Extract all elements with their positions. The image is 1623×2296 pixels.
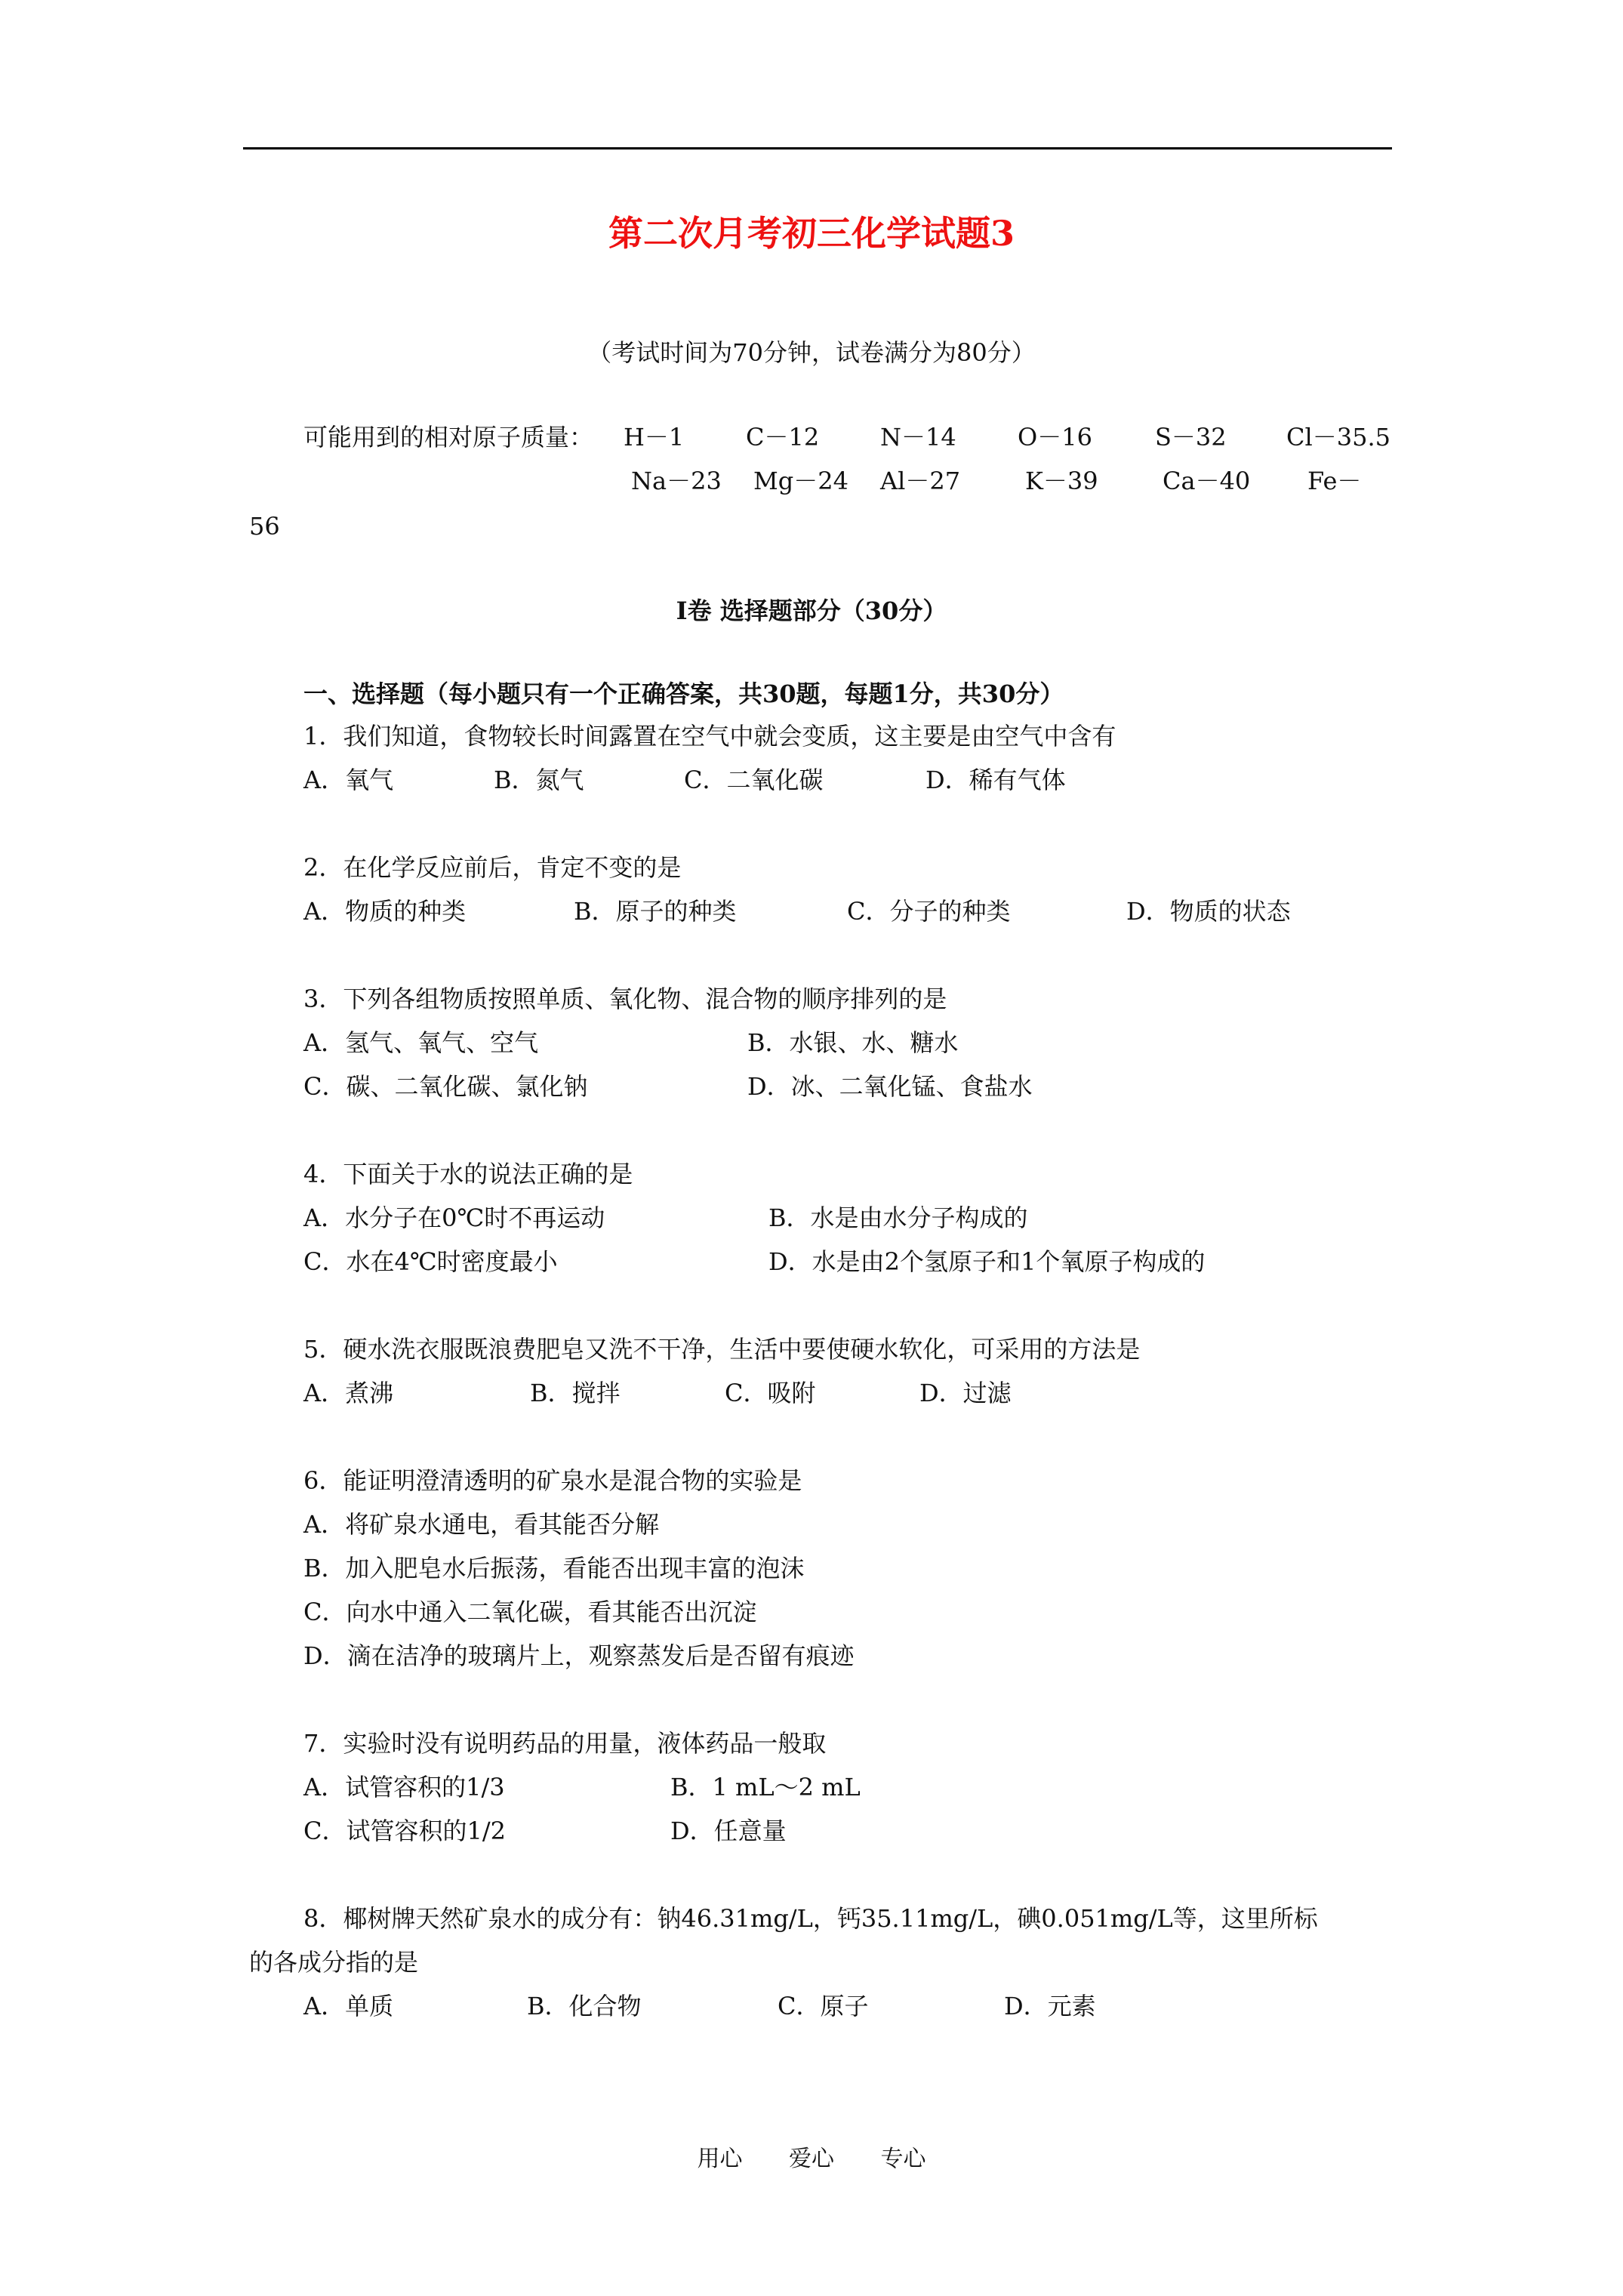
option-a: A．将矿泉水通电，看其能否分解 [303, 1510, 660, 1539]
atomic-mass-wrap: 56 [249, 512, 280, 541]
question-stem: 2．在化学反应前后，肯定不变的是 [303, 853, 682, 882]
option-c: C．水在4℃时密度最小 [303, 1247, 558, 1276]
atomic-mass-item: Fe－ [1307, 467, 1362, 495]
option-c: C．分子的种类 [847, 897, 1011, 926]
option-b: B．1 mL～2 mL [670, 1773, 861, 1801]
question-stem: 7．实验时没有说明药品的用量，液体药品一般取 [303, 1729, 827, 1758]
option-b: B．水是由水分子构成的 [768, 1203, 1028, 1232]
option-b: B．水银、水、糖水 [747, 1028, 959, 1057]
option-d: D．滴在洁净的玻璃片上，观察蒸发后是否留有痕迹 [303, 1641, 855, 1670]
question-stem: 5．硬水洗衣服既浪费肥皂又洗不干净，生活中要使硬水软化，可采用的方法是 [303, 1335, 1141, 1364]
question-stem: 8．椰树牌天然矿泉水的成分有：钠46.31mg/L，钙35.11mg/L，碘0.051mg/L等，这里所标 [303, 1904, 1318, 1933]
option-c: C．碳、二氧化碳、氯化钠 [303, 1072, 588, 1101]
page-title: 第二次月考初三化学试题3 [608, 213, 1015, 254]
part-heading: 一、选择题（每小题只有一个正确答案，共30题，每题1分，共30分） [303, 680, 1064, 708]
option-d: D．物质的状态 [1126, 897, 1291, 926]
atomic-mass-item: Cl－35.5 [1286, 423, 1390, 451]
header-rule [243, 147, 1392, 149]
option-c: C．原子 [778, 1992, 869, 2020]
option-b: B．搅拌 [530, 1379, 621, 1407]
atomic-mass-item: Al－27 [880, 467, 961, 495]
footer-text: 用心 [697, 2146, 743, 2172]
atomic-mass-item: K－39 [1025, 467, 1098, 495]
atomic-mass-item: Ca－40 [1163, 467, 1251, 495]
atomic-mass-item: O－16 [1018, 423, 1092, 451]
option-c: C．吸附 [725, 1379, 816, 1407]
option-a: A．氢气、氧气、空气 [303, 1028, 539, 1057]
option-c: C．向水中通入二氧化碳，看其能否出沉淀 [303, 1598, 757, 1626]
option-a: A．单质 [303, 1992, 394, 2020]
option-a: A．煮沸 [303, 1379, 394, 1407]
atomic-mass-item: Mg－24 [753, 467, 848, 495]
page-footer [0, 2146, 1623, 2173]
question-stem-continued: 的各成分指的是 [249, 1948, 419, 1977]
option-c: C．二氧化碳 [684, 766, 824, 794]
atomic-mass-item: N－14 [880, 423, 956, 451]
question-stem: 1．我们知道，食物较长时间露置在空气中就会变质，这主要是由空气中含有 [303, 722, 1116, 750]
option-d: D．稀有气体 [925, 766, 1066, 794]
question-stem: 4．下面关于水的说法正确的是 [303, 1160, 633, 1188]
atomic-mass-item: S－32 [1155, 423, 1227, 451]
option-d: D．过滤 [919, 1379, 1012, 1407]
section-heading: I卷 选择题部分（30分） [676, 596, 947, 625]
option-d: D．任意量 [670, 1817, 787, 1845]
exam-info: （考试时间为70分钟，试卷满分为80分） [587, 338, 1036, 367]
atomic-mass-label: 可能用到的相对原子质量： [303, 423, 594, 451]
option-b: B．化合物 [527, 1992, 642, 2020]
option-b: B．加入肥皂水后振荡，看能否出现丰富的泡沫 [303, 1554, 805, 1583]
option-a: A．水分子在0℃时不再运动 [303, 1203, 605, 1232]
atomic-mass-item: Na－23 [631, 467, 722, 495]
option-a: A．物质的种类 [303, 897, 467, 926]
footer-text: 爱心 [789, 2146, 834, 2172]
atomic-mass-item: H－1 [624, 423, 685, 451]
option-a: A．试管容积的1/3 [303, 1773, 505, 1801]
atomic-mass-item: C－12 [746, 423, 820, 451]
footer-text: 专心 [880, 2146, 926, 2172]
option-a: A．氧气 [303, 766, 394, 794]
option-d: D．水是由2个氢原子和1个氧原子构成的 [768, 1247, 1206, 1276]
question-stem: 6．能证明澄清透明的矿泉水是混合物的实验是 [303, 1466, 802, 1495]
option-c: C．试管容积的1/2 [303, 1817, 506, 1845]
option-b: B．氮气 [494, 766, 584, 794]
question-stem: 3．下列各组物质按照单质、氧化物、混合物的顺序排列的是 [303, 985, 947, 1013]
option-d: D．元素 [1004, 1992, 1096, 2020]
option-b: B．原子的种类 [574, 897, 737, 926]
option-d: D．冰、二氧化锰、食盐水 [747, 1072, 1033, 1101]
